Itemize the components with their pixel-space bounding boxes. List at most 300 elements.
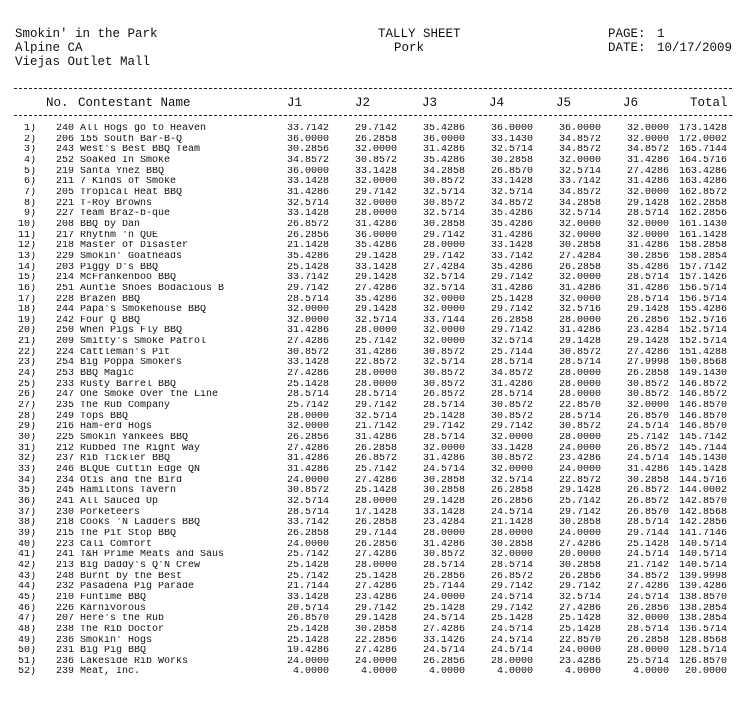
cell-j2: 36.0000 bbox=[354, 230, 397, 241]
cell-total: 146.8572 bbox=[678, 390, 727, 401]
cell-j3: 33.1428 bbox=[422, 507, 465, 518]
cell-j1: 25.1428 bbox=[286, 560, 329, 571]
table-row bbox=[0, 358, 727, 369]
cell-j4: 29.7142 bbox=[490, 305, 533, 316]
cell-no: 251 bbox=[55, 283, 74, 294]
cell-total: 155.4286 bbox=[678, 305, 727, 316]
cell-no: 208 bbox=[55, 219, 74, 230]
cell-j3: 23.4284 bbox=[422, 518, 465, 529]
cell-j3: 27.4286 bbox=[422, 624, 465, 635]
cell-no: 240 bbox=[55, 124, 74, 134]
cell-j6: 26.8572 bbox=[626, 486, 669, 497]
cell-j4: 33.1428 bbox=[490, 177, 533, 188]
cell-j4: 4.0000 bbox=[496, 667, 533, 678]
cell-rank: 50) bbox=[17, 646, 36, 657]
cell-j1: 25.1428 bbox=[286, 379, 329, 390]
cell-no: 230 bbox=[55, 507, 74, 518]
cell-j6: 4.0000 bbox=[632, 667, 669, 678]
cell-rank: 20) bbox=[17, 326, 36, 337]
cell-total: 158.2854 bbox=[678, 251, 727, 262]
cell-rank: 17) bbox=[17, 294, 36, 305]
cell-rank: 9) bbox=[23, 209, 36, 220]
cell-rank: 7) bbox=[23, 187, 36, 198]
cell-j4: 29.7142 bbox=[490, 273, 533, 284]
cell-j5: 27.4286 bbox=[558, 603, 601, 614]
cell-j3: 31.4286 bbox=[422, 145, 465, 156]
cell-j4: 33.7142 bbox=[490, 251, 533, 262]
cell-j5: 28.0000 bbox=[558, 369, 601, 380]
report-date: 10/17/2009 bbox=[657, 41, 733, 55]
cell-name: Big Poppa Smokers bbox=[80, 358, 183, 369]
table-row bbox=[0, 369, 727, 380]
table-row bbox=[0, 326, 727, 337]
cell-no: 233 bbox=[55, 379, 74, 390]
cell-j5: 27.4284 bbox=[558, 251, 601, 262]
cell-j1: 31.4286 bbox=[286, 187, 329, 198]
table-row bbox=[0, 465, 727, 476]
cell-j4: 24.5714 bbox=[490, 507, 533, 518]
cell-no: 209 bbox=[55, 337, 74, 348]
table-row bbox=[0, 604, 727, 615]
cell-j2: 4.0000 bbox=[360, 667, 397, 678]
cell-j3: 28.5714 bbox=[422, 560, 465, 571]
table-row bbox=[0, 263, 727, 274]
cell-j3: 28.5714 bbox=[422, 433, 465, 444]
cell-j6: 27.4286 bbox=[626, 347, 669, 358]
cell-no: 248 bbox=[55, 571, 74, 582]
cell-rank: 31) bbox=[17, 443, 36, 454]
cell-no: 236 bbox=[55, 656, 74, 667]
cell-j4: 30.8572 bbox=[490, 454, 533, 465]
cell-j4: 35.4286 bbox=[490, 262, 533, 273]
column-header-row bbox=[0, 96, 750, 110]
results-table bbox=[0, 124, 727, 678]
cell-j1: 30.8572 bbox=[286, 486, 329, 497]
cell-name: The Rib Doctor bbox=[80, 624, 165, 635]
cell-j4: 26.8570 bbox=[490, 166, 533, 177]
cell-j5: 26.2858 bbox=[558, 262, 601, 273]
cell-total: 156.5714 bbox=[678, 283, 727, 294]
cell-j5: 29.1428 bbox=[558, 486, 601, 497]
cell-j4: 32.5714 bbox=[490, 337, 533, 348]
cell-j3: 33.1426 bbox=[422, 635, 465, 646]
cell-total: 164.5716 bbox=[678, 155, 727, 166]
cell-j3: 28.0000 bbox=[422, 241, 465, 252]
cell-total: 157.7142 bbox=[678, 262, 727, 273]
cell-rank: 26) bbox=[17, 390, 36, 401]
cell-j4: 25.7144 bbox=[490, 347, 533, 358]
cell-j1: 24.0000 bbox=[286, 475, 329, 486]
cell-j2: 28.0000 bbox=[354, 379, 397, 390]
cell-rank: 40) bbox=[17, 539, 36, 550]
cell-j4: 26.2856 bbox=[490, 496, 533, 507]
cell-j1: 33.1428 bbox=[286, 209, 329, 220]
cell-j6: 24.5714 bbox=[626, 550, 669, 561]
cell-j3: 32.0000 bbox=[422, 294, 465, 305]
table-row bbox=[0, 454, 727, 465]
cell-rank: 22) bbox=[17, 347, 36, 358]
cell-j5: 28.0000 bbox=[558, 379, 601, 390]
cell-name: McFrankenboo BBQ bbox=[80, 273, 177, 284]
cell-j5: 23.4286 bbox=[558, 454, 601, 465]
cell-j1: 28.5714 bbox=[286, 390, 329, 401]
cell-j1: 21.1428 bbox=[286, 241, 329, 252]
cell-j1: 33.7142 bbox=[286, 273, 329, 284]
cell-j1: 24.0000 bbox=[286, 539, 329, 550]
cell-no: 218 bbox=[55, 241, 74, 252]
cell-name: 7 Kinds of Smoke bbox=[80, 177, 177, 188]
table-row bbox=[0, 209, 727, 220]
cell-j6: 28.5714 bbox=[626, 294, 669, 305]
cell-j3: 32.0000 bbox=[422, 305, 465, 316]
cell-j4: 26.2858 bbox=[490, 486, 533, 497]
cell-j4: 32.5714 bbox=[490, 145, 533, 156]
cell-rank: 45) bbox=[17, 592, 36, 603]
table-row bbox=[0, 582, 727, 593]
cell-j4: 31.4286 bbox=[490, 283, 533, 294]
cell-total: 138.2854 bbox=[678, 603, 727, 614]
cell-j5: 25.1428 bbox=[558, 614, 601, 625]
cell-j6: 31.4286 bbox=[626, 241, 669, 252]
cell-name: BLQUE Cuttin Edge QN bbox=[80, 465, 201, 475]
cell-j4: 30.2858 bbox=[490, 155, 533, 166]
cell-j6: 32.0000 bbox=[626, 219, 669, 230]
cell-j3: 35.4286 bbox=[422, 124, 465, 134]
cell-name: Smokin Yankees BBQ bbox=[80, 433, 189, 444]
cell-j2: 28.0000 bbox=[354, 560, 397, 571]
cell-no: 210 bbox=[55, 592, 74, 603]
table-row bbox=[0, 305, 727, 316]
cell-rank: 15) bbox=[17, 273, 36, 284]
cell-no: 216 bbox=[55, 422, 74, 433]
cell-name: 155 South Bar-B-Q bbox=[80, 134, 183, 145]
cell-name: Master of Disaster bbox=[80, 241, 189, 252]
cell-j4: 25.1428 bbox=[490, 294, 533, 305]
table-row bbox=[0, 284, 727, 295]
cell-name: Four Q BBQ bbox=[80, 315, 141, 326]
col-no: No. bbox=[46, 96, 69, 110]
cell-no: 247 bbox=[55, 390, 74, 401]
cell-no: 250 bbox=[55, 326, 74, 337]
table-row bbox=[0, 199, 727, 210]
cell-j4: 24.5714 bbox=[490, 624, 533, 635]
cell-j6: 26.2858 bbox=[626, 369, 669, 380]
cell-j2: 22.8572 bbox=[354, 358, 397, 369]
cell-j3: 31.4286 bbox=[422, 539, 465, 550]
cell-j2: 26.2858 bbox=[354, 134, 397, 145]
cell-name: Auntie Shoes Bodacious B bbox=[80, 283, 225, 294]
table-row bbox=[0, 646, 727, 657]
cell-name: BBQ Magic bbox=[80, 369, 135, 380]
cell-j6: 29.7144 bbox=[626, 528, 669, 539]
cell-j5: 30.8572 bbox=[558, 347, 601, 358]
cell-no: 207 bbox=[55, 614, 74, 625]
cell-j4: 28.5714 bbox=[490, 560, 533, 571]
cell-j5: 29.1428 bbox=[558, 337, 601, 348]
cell-rank: 46) bbox=[17, 603, 36, 614]
cell-j3: 33.7144 bbox=[422, 315, 465, 326]
cell-total: 145.1428 bbox=[678, 465, 727, 475]
cell-j5: 24.0000 bbox=[558, 528, 601, 539]
cell-name: Big Pig BBQ bbox=[80, 646, 147, 657]
cell-j4: 35.4286 bbox=[490, 209, 533, 220]
cell-j4: 30.8572 bbox=[490, 411, 533, 422]
cell-j3: 24.5714 bbox=[422, 465, 465, 475]
cell-total: 152.5714 bbox=[678, 337, 727, 348]
cell-j1: 33.1428 bbox=[286, 177, 329, 188]
cell-j4: 31.4286 bbox=[490, 379, 533, 390]
cell-j1: 29.7142 bbox=[286, 283, 329, 294]
cell-j5: 32.0000 bbox=[558, 294, 601, 305]
cell-j2: 22.2856 bbox=[354, 635, 397, 646]
cell-rank: 2) bbox=[23, 134, 36, 145]
cell-total: 162.2858 bbox=[678, 198, 727, 209]
cell-j3: 30.2858 bbox=[422, 486, 465, 497]
cell-total: 145.7142 bbox=[678, 433, 727, 444]
cell-j6: 35.4286 bbox=[626, 262, 669, 273]
cell-j5: 27.4286 bbox=[558, 539, 601, 550]
cell-j5: 28.5714 bbox=[558, 411, 601, 422]
table-row bbox=[0, 433, 727, 444]
cell-j1: 32.0000 bbox=[286, 315, 329, 326]
cell-j2: 35.4286 bbox=[354, 294, 397, 305]
cell-j1: 21.7144 bbox=[286, 582, 329, 593]
cell-j5: 28.5714 bbox=[558, 358, 601, 369]
cell-total: 151.4288 bbox=[678, 347, 727, 358]
cell-total: 139.4286 bbox=[678, 582, 727, 593]
cell-j4: 33.1430 bbox=[490, 134, 533, 145]
cell-name: Rib Tickler BBQ bbox=[80, 454, 171, 465]
table-row bbox=[0, 380, 727, 391]
cell-total: 150.8568 bbox=[678, 358, 727, 369]
cell-j6: 32.0000 bbox=[626, 124, 669, 134]
cell-j2: 31.4286 bbox=[354, 347, 397, 358]
cell-total: 156.5714 bbox=[678, 294, 727, 305]
cell-j6: 25.5714 bbox=[626, 656, 669, 667]
cell-j5: 28.0000 bbox=[558, 315, 601, 326]
cell-j2: 21.7142 bbox=[354, 422, 397, 433]
cell-j3: 25.7144 bbox=[422, 582, 465, 593]
cell-no: 219 bbox=[55, 166, 74, 177]
cell-j5: 23.4286 bbox=[558, 656, 601, 667]
cell-j1: 26.2858 bbox=[286, 528, 329, 539]
cell-total: 128.5714 bbox=[678, 646, 727, 657]
cell-j6: 25.1428 bbox=[626, 539, 669, 550]
cell-j4: 32.0000 bbox=[490, 550, 533, 561]
cell-no: 224 bbox=[55, 347, 74, 358]
cell-total: 144.5716 bbox=[678, 475, 727, 486]
cell-j5: 22.8570 bbox=[558, 401, 601, 412]
cell-j5: 34.2858 bbox=[558, 198, 601, 209]
cell-j2: 25.1428 bbox=[354, 571, 397, 582]
cell-no: 206 bbox=[55, 134, 74, 145]
cell-rank: 12) bbox=[17, 241, 36, 252]
cell-j4: 26.2858 bbox=[490, 315, 533, 326]
cell-j1: 31.4286 bbox=[286, 326, 329, 337]
cell-j1: 25.7142 bbox=[286, 571, 329, 582]
cell-total: 157.1426 bbox=[678, 273, 727, 284]
cell-j4: 32.0000 bbox=[490, 433, 533, 444]
cell-j4: 34.8572 bbox=[490, 369, 533, 380]
cell-j4: 30.2858 bbox=[490, 539, 533, 550]
cell-total: 136.5714 bbox=[678, 624, 727, 635]
table-row bbox=[0, 540, 727, 551]
cell-j3: 30.8572 bbox=[422, 177, 465, 188]
table-row bbox=[0, 124, 727, 135]
cell-rank: 47) bbox=[17, 614, 36, 625]
cell-j5: 32.0000 bbox=[558, 273, 601, 284]
date-label: DATE: bbox=[608, 41, 646, 55]
cell-j6: 26.2856 bbox=[626, 315, 669, 326]
cell-rank: 11) bbox=[17, 230, 36, 241]
cell-j6: 32.0000 bbox=[626, 401, 669, 412]
cell-total: 163.4286 bbox=[678, 177, 727, 188]
cell-total: 162.8572 bbox=[678, 187, 727, 198]
cell-rank: 25) bbox=[17, 379, 36, 390]
cell-j5: 34.8572 bbox=[558, 145, 601, 156]
cell-j1: 36.0000 bbox=[286, 134, 329, 145]
cell-j3: 25.1428 bbox=[422, 603, 465, 614]
cell-j6: 28.5714 bbox=[626, 624, 669, 635]
cell-name: Meat, Inc. bbox=[80, 667, 141, 678]
cell-j1: 33.1428 bbox=[286, 592, 329, 603]
col-total: Total bbox=[690, 96, 728, 110]
cell-j3: 36.0000 bbox=[422, 134, 465, 145]
cell-total: 128.8568 bbox=[678, 635, 727, 646]
cell-j6: 28.5714 bbox=[626, 209, 669, 220]
cell-j3: 24.0000 bbox=[422, 592, 465, 603]
cell-rank: 52) bbox=[17, 667, 36, 678]
cell-j3: 30.8572 bbox=[422, 379, 465, 390]
results-body bbox=[0, 124, 727, 678]
cell-j1: 35.4286 bbox=[286, 251, 329, 262]
cell-j1: 33.7142 bbox=[286, 124, 329, 134]
cell-j1: 25.1428 bbox=[286, 262, 329, 273]
cell-name: Funtime BBQ bbox=[80, 592, 147, 603]
cell-j4: 30.8572 bbox=[490, 401, 533, 412]
cell-j3: 28.0000 bbox=[422, 528, 465, 539]
table-row bbox=[0, 561, 727, 572]
cell-rank: 5) bbox=[23, 166, 36, 177]
cell-j6: 26.2856 bbox=[626, 603, 669, 614]
cell-j2: 29.7142 bbox=[354, 401, 397, 412]
table-row bbox=[0, 220, 727, 231]
cell-j2: 30.2858 bbox=[354, 624, 397, 635]
cell-rank: 51) bbox=[17, 656, 36, 667]
cell-total: 140.5714 bbox=[678, 560, 727, 571]
cell-j2: 27.4286 bbox=[354, 475, 397, 486]
cell-j5: 32.5714 bbox=[558, 166, 601, 177]
cell-j4: 36.0000 bbox=[490, 124, 533, 134]
cell-j2: 30.8572 bbox=[354, 155, 397, 166]
cell-total: 144.0002 bbox=[678, 486, 727, 497]
cell-j2: 28.0000 bbox=[354, 326, 397, 337]
cell-total: 146.8570 bbox=[678, 422, 727, 433]
cell-no: 241 bbox=[55, 550, 74, 561]
cell-name: Smokin' Hogs bbox=[80, 635, 153, 646]
col-j4: J4 bbox=[489, 96, 505, 110]
cell-total: 138.8570 bbox=[678, 592, 727, 603]
cell-name: Pasadena Pig Parade bbox=[80, 582, 195, 593]
table-row bbox=[0, 657, 727, 668]
cell-rank: 4) bbox=[23, 155, 36, 166]
cell-j2: 29.1428 bbox=[354, 251, 397, 262]
cell-name: Smokin' Goatheads bbox=[80, 251, 183, 262]
table-row bbox=[0, 412, 727, 423]
table-row bbox=[0, 156, 727, 167]
cell-j1: 26.8572 bbox=[286, 219, 329, 230]
cell-j5: 32.5714 bbox=[558, 209, 601, 220]
cell-j5: 32.0000 bbox=[558, 230, 601, 241]
cell-rank: 48) bbox=[17, 624, 36, 635]
cell-j4: 29.7142 bbox=[490, 326, 533, 337]
event-venue: Viejas Outlet Mall bbox=[15, 55, 151, 69]
cell-rank: 14) bbox=[17, 262, 36, 273]
event-city: Alpine CA bbox=[15, 41, 83, 55]
cell-name: Cali Comfort bbox=[80, 539, 153, 550]
cell-j2: 26.2858 bbox=[354, 518, 397, 529]
cell-total: 145.1430 bbox=[678, 454, 727, 465]
table-row bbox=[0, 486, 727, 497]
cell-j1: 20.5714 bbox=[286, 603, 329, 614]
cell-no: 213 bbox=[55, 560, 74, 571]
cell-j4: 21.1428 bbox=[490, 518, 533, 529]
cell-rank: 44) bbox=[17, 582, 36, 593]
cell-j2: 27.4286 bbox=[354, 550, 397, 561]
cell-total: 152.5714 bbox=[678, 326, 727, 337]
table-row bbox=[0, 593, 727, 604]
cell-no: 218 bbox=[55, 518, 74, 529]
cell-no: 252 bbox=[55, 155, 74, 166]
cell-total: 146.8572 bbox=[678, 379, 727, 390]
cell-rank: 36) bbox=[17, 496, 36, 507]
cell-j5: 34.8572 bbox=[558, 134, 601, 145]
cell-name: Brazen BBQ bbox=[80, 294, 141, 305]
cell-j6: 28.5714 bbox=[626, 273, 669, 284]
cell-no: 228 bbox=[55, 294, 74, 305]
cell-no: 221 bbox=[55, 198, 74, 209]
cell-j4: 26.8572 bbox=[490, 571, 533, 582]
cell-j2: 29.1428 bbox=[354, 273, 397, 284]
cell-j2: 32.5714 bbox=[354, 411, 397, 422]
cell-no: 237 bbox=[55, 454, 74, 465]
cell-j5: 30.2858 bbox=[558, 241, 601, 252]
table-row bbox=[0, 636, 727, 647]
cell-j5: 25.1428 bbox=[558, 624, 601, 635]
cell-total: 172.0002 bbox=[678, 134, 727, 145]
cell-j4: 29.7142 bbox=[490, 603, 533, 614]
cell-rank: 1) bbox=[23, 124, 36, 134]
cell-total: 142.8568 bbox=[678, 507, 727, 518]
table-row bbox=[0, 241, 727, 252]
cell-j5: 20.0000 bbox=[558, 550, 601, 561]
cell-j1: 31.4286 bbox=[286, 454, 329, 465]
cell-j2: 32.0000 bbox=[354, 145, 397, 156]
col-j6: J6 bbox=[623, 96, 639, 110]
cell-total: 173.1428 bbox=[678, 124, 727, 134]
table-row bbox=[0, 231, 727, 242]
cell-j3: 30.8572 bbox=[422, 550, 465, 561]
cell-total: 139.9998 bbox=[678, 571, 727, 582]
cell-j6: 32.0000 bbox=[626, 230, 669, 241]
cell-j1: 28.0000 bbox=[286, 411, 329, 422]
table-row bbox=[0, 337, 727, 348]
cell-j3: 29.7142 bbox=[422, 251, 465, 262]
cell-j2: 27.4286 bbox=[354, 646, 397, 657]
cell-j3: 34.2858 bbox=[422, 166, 465, 177]
cell-j6: 27.9998 bbox=[626, 358, 669, 369]
cell-j6: 30.8572 bbox=[626, 390, 669, 401]
